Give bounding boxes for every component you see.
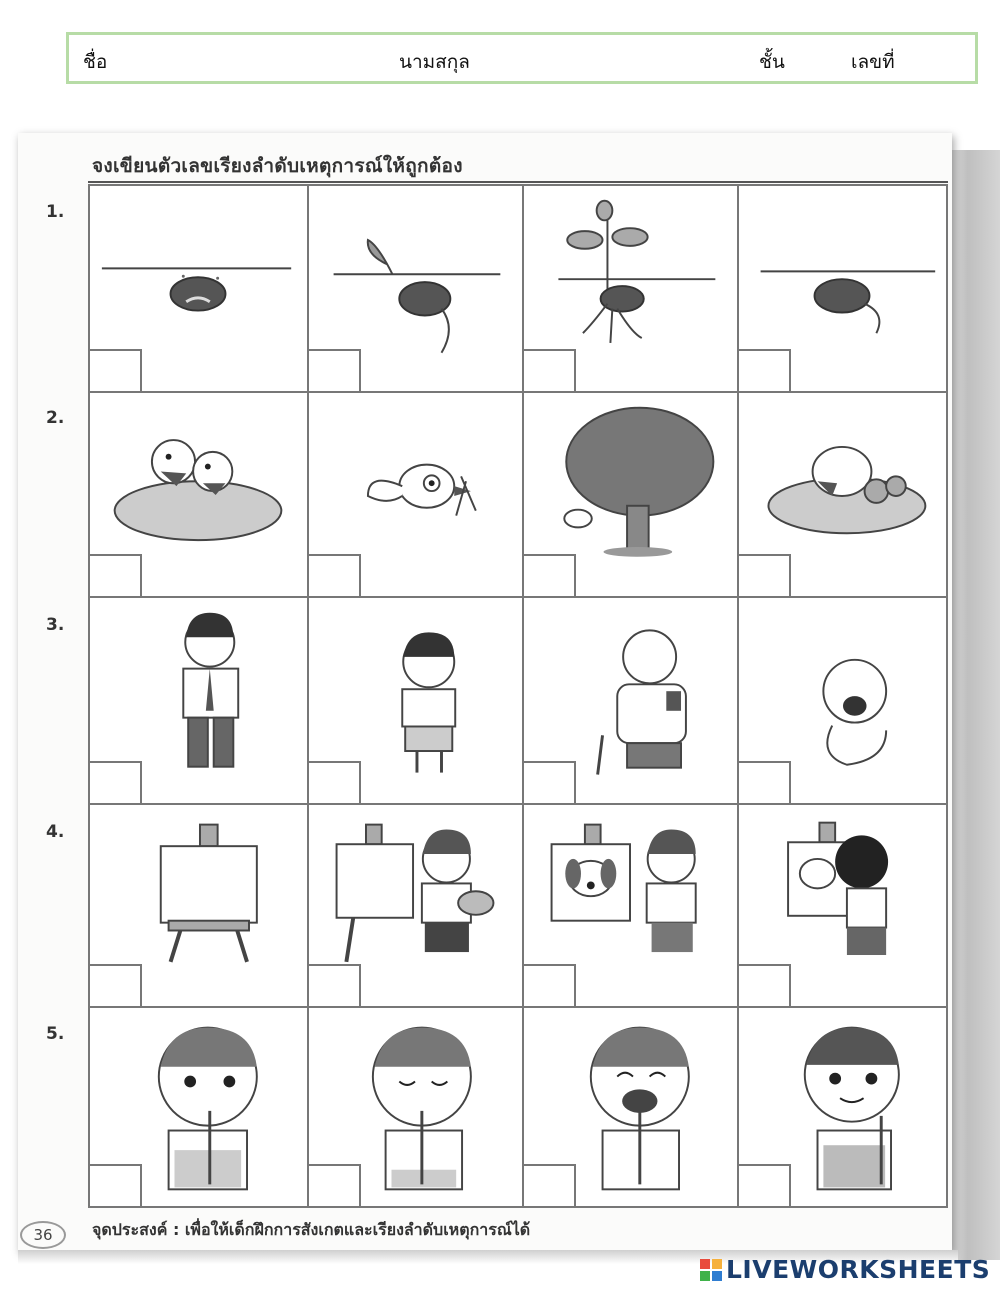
picture-cell bbox=[307, 1006, 524, 1208]
picture-cell bbox=[307, 596, 524, 805]
answer-box[interactable] bbox=[309, 761, 361, 803]
picture-cell bbox=[737, 391, 948, 598]
picture-cell bbox=[88, 1006, 309, 1208]
surname-label: นามสกุล bbox=[399, 51, 470, 73]
picture-cell bbox=[307, 184, 524, 393]
picture-cell bbox=[522, 184, 739, 393]
row-number-1: 1. bbox=[46, 202, 65, 222]
answer-box[interactable] bbox=[90, 554, 142, 596]
picture-cell bbox=[88, 391, 309, 598]
answer-box[interactable] bbox=[524, 554, 576, 596]
answer-box[interactable] bbox=[90, 349, 142, 391]
page-number: 36 bbox=[20, 1221, 66, 1249]
answer-box[interactable] bbox=[739, 964, 791, 1006]
answer-box[interactable] bbox=[309, 349, 361, 391]
picture-cell bbox=[88, 596, 309, 805]
picture-cell bbox=[737, 803, 948, 1008]
row-number-3: 3. bbox=[46, 615, 65, 635]
picture-cell bbox=[88, 803, 309, 1008]
answer-box[interactable] bbox=[739, 349, 791, 391]
picture-cell bbox=[88, 184, 309, 393]
answer-box[interactable] bbox=[309, 1164, 361, 1206]
page-edge-shadow bbox=[946, 150, 1000, 1260]
name-label: ชื่อ bbox=[83, 51, 108, 73]
answer-box[interactable] bbox=[524, 349, 576, 391]
answer-box[interactable] bbox=[739, 554, 791, 596]
liveworksheets-icon bbox=[700, 1259, 722, 1281]
answer-box[interactable] bbox=[524, 964, 576, 1006]
number-label: เลขที่ bbox=[851, 51, 895, 73]
answer-box[interactable] bbox=[309, 964, 361, 1006]
instruction-text: จงเขียนตัวเลขเรียงลำดับเหตุการณ์ให้ถูกต้อง bbox=[92, 155, 463, 177]
answer-box[interactable] bbox=[90, 964, 142, 1006]
picture-cell bbox=[307, 391, 524, 598]
answer-box[interactable] bbox=[739, 761, 791, 803]
answer-box[interactable] bbox=[739, 1164, 791, 1206]
picture-cell bbox=[307, 803, 524, 1008]
row-number-2: 2. bbox=[46, 408, 65, 428]
picture-cell bbox=[522, 391, 739, 598]
brand-name: LIVEWORKSHEETS bbox=[726, 1255, 991, 1284]
instruction-underline bbox=[88, 181, 948, 183]
student-info-bar bbox=[66, 32, 978, 84]
picture-cell bbox=[737, 184, 948, 393]
picture-cell bbox=[522, 1006, 739, 1208]
answer-box[interactable] bbox=[90, 1164, 142, 1206]
row-number-4: 4. bbox=[46, 822, 65, 842]
row-number-5: 5. bbox=[46, 1024, 65, 1044]
answer-box[interactable] bbox=[90, 761, 142, 803]
answer-box[interactable] bbox=[524, 1164, 576, 1206]
picture-cell bbox=[737, 596, 948, 805]
answer-box[interactable] bbox=[309, 554, 361, 596]
picture-cell bbox=[522, 803, 739, 1008]
answer-box[interactable] bbox=[524, 761, 576, 803]
picture-cell bbox=[522, 596, 739, 805]
picture-cell bbox=[737, 1006, 948, 1208]
class-label: ชั้น bbox=[759, 51, 785, 73]
purpose-text: จุดประสงค์ : เพื่อให้เด็กฝึกการสังเกตและเรียงลำดับเหตุการณ์ได้ bbox=[92, 1220, 531, 1239]
